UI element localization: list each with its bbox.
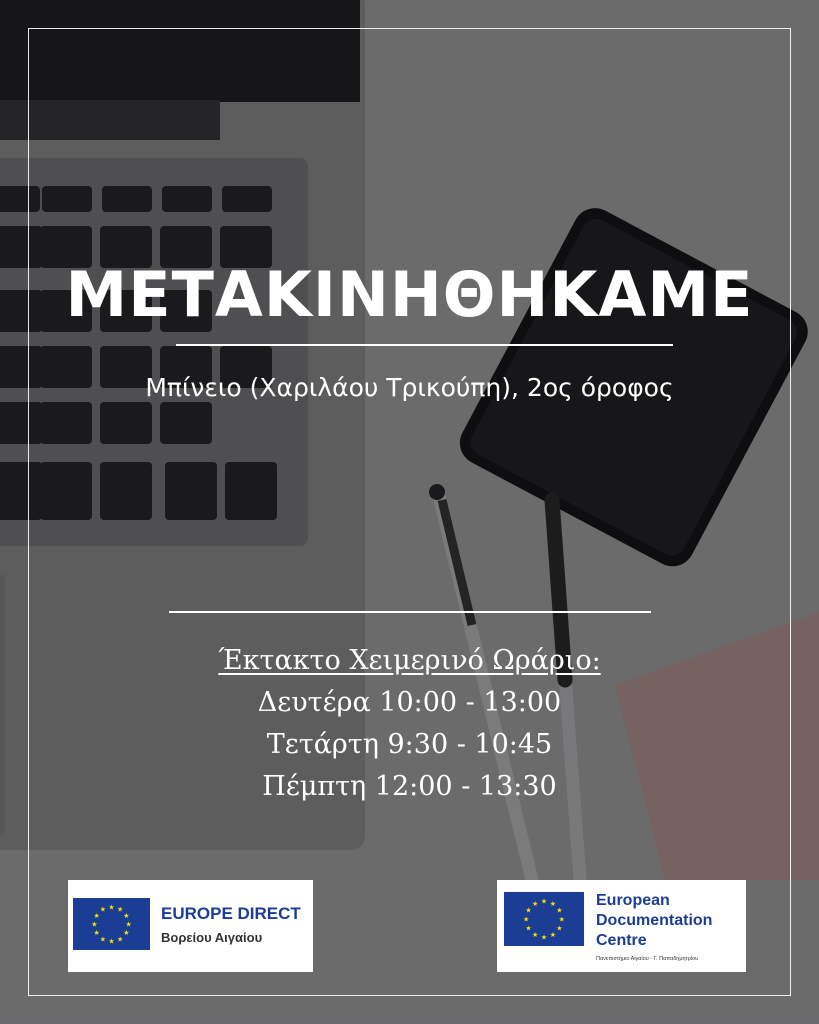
eu-flag-icon [73,898,150,950]
eu-star-icon: ★ [549,900,557,909]
eu-star-icon: ★ [531,900,539,909]
eu-star-icon: ★ [91,920,98,929]
eu-star-icon: ★ [556,906,563,915]
europe-direct-logo [68,880,313,972]
eu-star-icon: ★ [523,915,530,924]
eu-star-icon: ★ [531,930,539,939]
eu-star-icon: ★ [99,905,107,914]
hours-line-monday: Δευτέρα 10:00 - 13:00 [257,687,562,718]
hours-line-wednesday: Τετάρτη 9:30 - 10:45 [266,729,553,760]
eu-star-icon: ★ [93,911,100,920]
title-divider [176,344,673,346]
edc-small: Πανεπιστήμιο Αιγαίου - Γ. Παπαδημητρίου [596,956,699,962]
headline: ΜΕΤΑΚΙΝΗΘΗΚΑΜΕ [65,258,754,331]
europe-direct-title: EUROPE DIRECT [161,904,301,923]
edc-logo [497,880,746,972]
opening-hours [0,640,819,808]
edc-line1: European [596,892,670,909]
eu-star-icon: ★ [93,929,100,938]
hours-divider [169,611,651,613]
eu-star-icon: ★ [525,906,532,915]
eu-flag-icon [504,892,584,946]
eu-star-icon: ★ [540,897,548,906]
eu-star-icon: ★ [123,929,130,938]
location-text: Μπίνειο (Χαριλάου Τρικούπη), 2ος όροφος [145,373,674,402]
hours-heading: Έκτακτο Χειμερινό Ωράριο: [218,645,601,676]
eu-star-icon: ★ [525,924,532,933]
europe-direct-subtitle: Βορείου Αιγαίου [161,930,263,945]
edc-line2: Documentation [596,912,713,929]
eu-star-icon: ★ [540,933,548,942]
edc-line3: Centre [596,932,647,949]
eu-star-icon: ★ [558,915,565,924]
eu-star-icon: ★ [125,920,132,929]
eu-star-icon: ★ [116,905,124,914]
eu-star-icon: ★ [108,937,115,946]
border-frame [28,28,791,996]
eu-star-icon: ★ [116,935,124,944]
eu-star-icon: ★ [123,911,130,920]
hours-line-thursday: Πέμπτη 12:00 - 13:30 [262,771,557,802]
eu-star-icon: ★ [556,924,563,933]
eu-star-icon: ★ [549,930,557,939]
eu-star-icon: ★ [108,903,115,912]
eu-star-icon: ★ [99,935,107,944]
